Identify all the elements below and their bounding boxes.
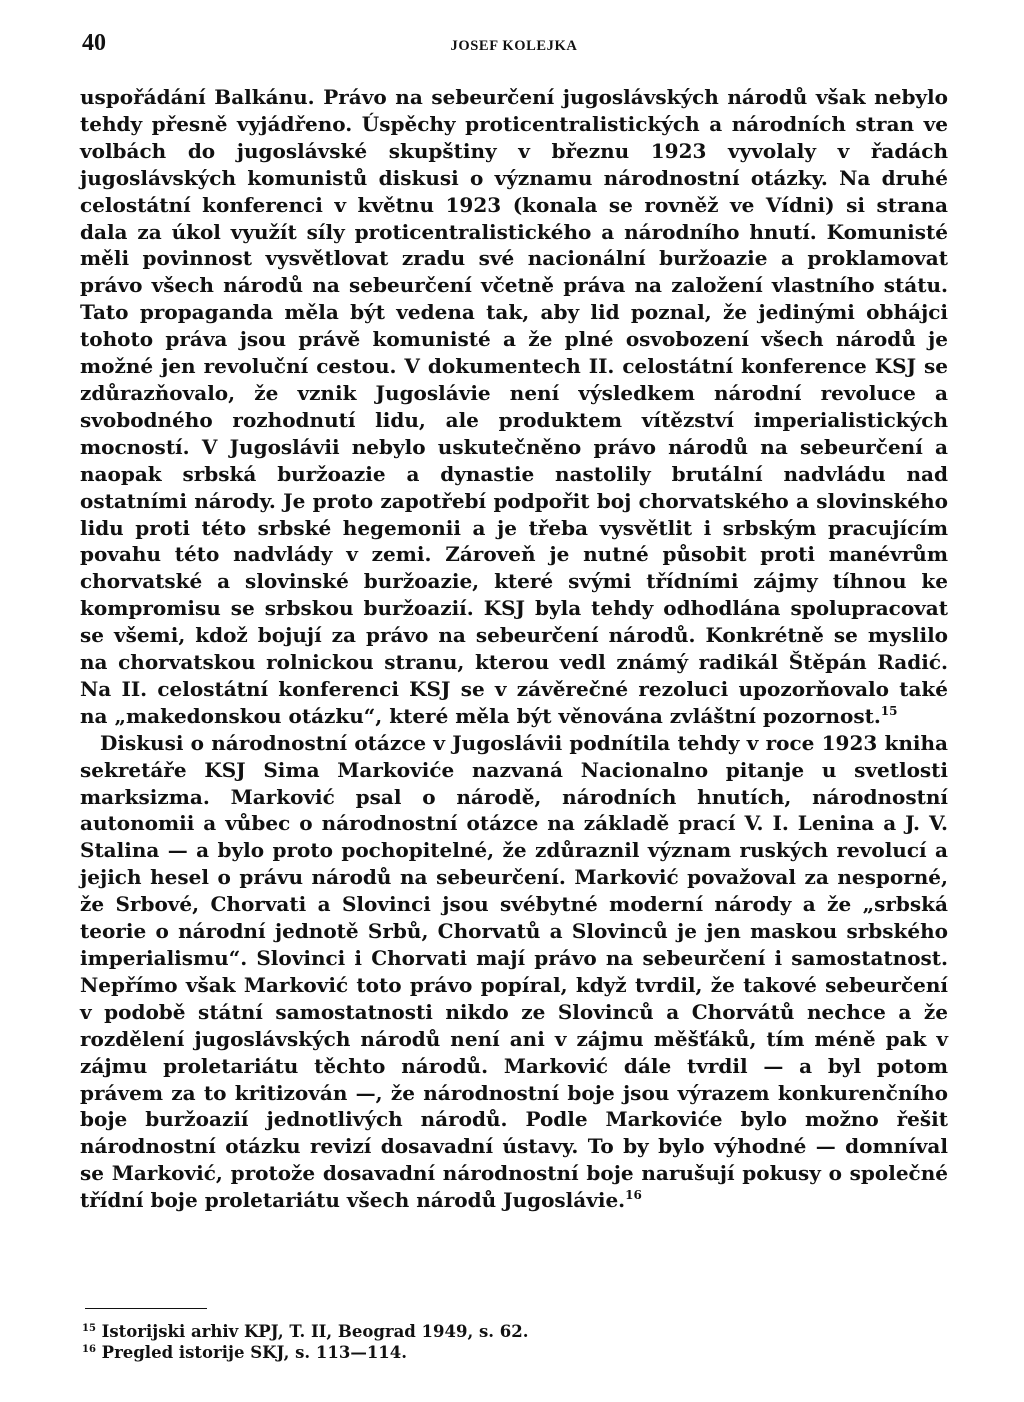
paragraph-text: uspořádání Balkánu. Právo na sebeurčení jugoslávských národů však nebylo tehdy přesně vyjádřeno. Úspěchy proticentralistických a národních stran ve volbách do jugoslávské skupštiny v březnu 1923 vyvolaly v řadách jugoslávských komunistů diskusi o významu národnostní otázky. Na druhé celostátní konferenci v květnu 1923 (konala se rovněž ve Vídni) si strana dala za úkol využít síly proticentralistického a národního hnutí. Komunisté měli povinnost vysvětlovat zradu své nacionální buržoazie a proklamovat právo všech národů na sebeurčení včetně práva na založení vlastního státu. Tato propaganda měla být vedena tak, aby lid poznal, že jedinými obhájci tohoto práva jsou právě komunisté a že plné osvobození všech národů je možné jen revoluční cestou. V dokumentech II. celostátní konference KSJ se zdůrazňovalo, že vznik Jugoslávie není výsledkem národní revoluce a svobodného rozhodnutí lidu, ale produktem vítězství imperialistických mocností. V Jugoslávii nebylo uskutečněno právo národů na sebeurčení a naopak srbská buržoazie a dynastie nastolily brutální nadvládu nad ostatními národy. Je proto zapotřebí podpořit boj chorvatského a slovinského lidu proti této srbské hegemonii a je třeba vysvětlit i srbským pracujícím povahu této nadvlády v zemi. Zároveň je nutné působit proti manévrům chorvatské a slovinské buržoazie, které svými třídními zájmy tíhnou ke kompromisu se srbskou buržoazií. KSJ byla tehdy odhodlána spolupracovat se všemi, kdož bojují za právo na sebeurčení národů. Konkrétně se myslilo na chorvatskou rolnickou stranu, kterou vedl známý radikál Štěpán Radić. Na II. celostátní konferenci KSJ se v závěrečné rezoluci upozorňovalo také na „makedonskou otázku“, které měla být věnována zvláštní pozornost. xyxy=(80,85,948,728)
paragraph-text: Diskusi o národnostní otázce v Jugoslávii podnítila tehdy v roce 1923 kniha sekretáře KSJ Sima Markoviće nazvaná Nacionalno pitanje u svetlosti marksizma. Marković psal o národě, národních hnutích, národnostní autonomii a vůbec o národnostní otázce na základě prací V. I. Lenina a J. V. Stalina — a bylo proto pochopitelné, že zdůraznil význam ruských revolucí a jejich hesel o právu národů na sebeurčení. Marković považoval za nesporné, že Srbové, Chorvati a Slovinci jsou svébytné moderní národy a že „srbská teorie o národní jednotě Srbů, Chorvatů a Slovinců je jen maskou srbského imperialismu“. Slovinci i Chorvati mají právo na sebeurčení i samostatnost. Nepřímo však Marković toto právo popíral, když tvrdil, že takové sebeurčení v podobě státní samostatnosti nikdo ze Slovinců a Chorvátů nechce a že rozdělení jugoslávských národů není ani v zájmu měšťáků, tím méně pak v zájmu proletariátu těchto národů. Marković dále tvrdil — a byl potom právem za to kritizován —, že národnostní boje jsou výrazem konkurenčního boje buržoazií jednotlivých národů. Podle Markoviće bylo možno řešit národnostní otázku revizí dosavadní ústavy. To by bylo výhodné — domníval se Marković, protože dosavadní národnostní boje narušují pokusy o společné třídní boje proletariátu všech národů Jugoslávie. xyxy=(80,730,948,1213)
footnotes xyxy=(82,1321,842,1363)
footnote xyxy=(82,1342,842,1363)
page-number: 40 xyxy=(82,30,106,56)
footnote-text: Istorijski arhiv KPJ, T. II, Beograd 1949, s. 62. xyxy=(101,1322,529,1341)
footnote-reference: 15 xyxy=(880,703,898,718)
body-text xyxy=(80,84,948,1214)
footnote-divider xyxy=(85,1308,207,1309)
footnote xyxy=(82,1321,842,1342)
footnote-mark: 16 xyxy=(82,1344,96,1355)
paragraph xyxy=(80,84,948,730)
footnote-text: Pregled istorije SKJ, s. 113—114. xyxy=(101,1343,408,1362)
footnote-reference: 16 xyxy=(625,1188,642,1203)
footnote-mark: 15 xyxy=(82,1323,96,1334)
paragraph xyxy=(80,730,948,1214)
running-head: JOSEF KOLEJKA xyxy=(450,38,578,54)
